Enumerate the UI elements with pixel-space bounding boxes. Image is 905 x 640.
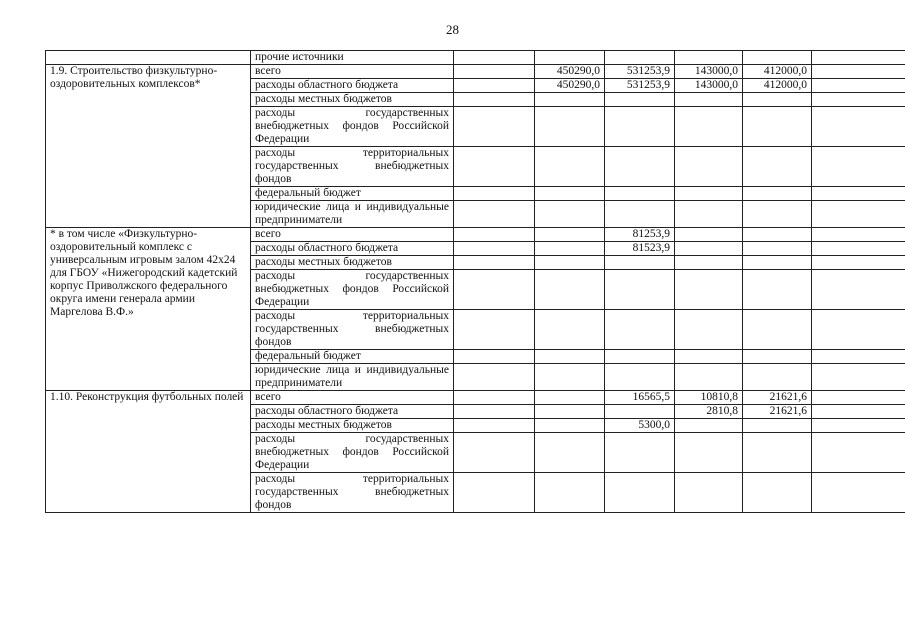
value-cell bbox=[675, 419, 743, 433]
empty-cell bbox=[454, 310, 535, 350]
value-cell bbox=[535, 433, 605, 473]
value-cell: 21621,6 bbox=[743, 391, 812, 405]
value-cell bbox=[743, 228, 812, 242]
value-cell bbox=[535, 256, 605, 270]
value-cell: 412000,0 bbox=[743, 79, 812, 93]
empty-cell bbox=[454, 433, 535, 473]
empty-cell bbox=[454, 473, 535, 513]
value-cell bbox=[743, 107, 812, 147]
value-cell bbox=[743, 270, 812, 310]
empty-cell bbox=[812, 419, 905, 433]
measure-label-1-9: 1.9. Строительство физкультурно-оздоровительных комплексов* bbox=[46, 65, 251, 228]
empty-cell bbox=[454, 65, 535, 79]
table-row bbox=[46, 65, 905, 79]
value-cell bbox=[675, 364, 743, 391]
measure-label-1-10: 1.10. Реконструкция футбольных полей bbox=[46, 391, 251, 513]
empty-cell bbox=[812, 65, 905, 79]
page-number: 28 bbox=[446, 22, 459, 37]
value-cell bbox=[743, 473, 812, 513]
empty-cell bbox=[454, 405, 535, 419]
value-cell bbox=[743, 256, 812, 270]
value-cell bbox=[535, 107, 605, 147]
empty-cell bbox=[454, 364, 535, 391]
empty-cell bbox=[454, 391, 535, 405]
value-cell bbox=[535, 364, 605, 391]
empty-cell bbox=[812, 147, 905, 187]
value-cell bbox=[675, 473, 743, 513]
value-cell bbox=[675, 51, 743, 65]
value-cell bbox=[743, 364, 812, 391]
funding-source-cell: федеральный бюджет bbox=[251, 187, 454, 201]
empty-cell bbox=[454, 51, 535, 65]
value-cell bbox=[743, 350, 812, 364]
empty-cell bbox=[454, 201, 535, 228]
funding-source-cell: расходы территориальных государственных внебюджетных фондов bbox=[251, 310, 454, 350]
funding-source-cell: всего bbox=[251, 391, 454, 405]
value-cell: 531253,9 bbox=[605, 65, 675, 79]
funding-source-cell: юридические лица и индивидуальные предприниматели bbox=[251, 201, 454, 228]
funding-source-cell: федеральный бюджет bbox=[251, 350, 454, 364]
value-cell bbox=[535, 228, 605, 242]
value-cell: 412000,0 bbox=[743, 65, 812, 79]
value-cell bbox=[675, 310, 743, 350]
funding-source-cell: расходы государственных внебюджетных фондов Российской Федерации bbox=[251, 270, 454, 310]
empty-cell bbox=[812, 270, 905, 310]
empty-cell bbox=[454, 93, 535, 107]
empty-cell bbox=[812, 364, 905, 391]
value-cell bbox=[675, 256, 743, 270]
funding-source-cell: расходы местных бюджетов bbox=[251, 93, 454, 107]
value-cell bbox=[535, 310, 605, 350]
funding-source-cell: расходы местных бюджетов bbox=[251, 256, 454, 270]
value-cell bbox=[535, 270, 605, 310]
budget-table bbox=[45, 50, 905, 513]
value-cell bbox=[605, 310, 675, 350]
value-cell bbox=[675, 187, 743, 201]
value-cell bbox=[535, 147, 605, 187]
value-cell: 10810,8 bbox=[675, 391, 743, 405]
value-cell bbox=[535, 473, 605, 513]
value-cell bbox=[675, 350, 743, 364]
value-cell bbox=[535, 391, 605, 405]
empty-cell bbox=[812, 473, 905, 513]
table-row bbox=[46, 391, 905, 405]
value-cell bbox=[743, 310, 812, 350]
value-cell bbox=[605, 350, 675, 364]
funding-source-cell: расходы государственных внебюджетных фондов Российской Федерации bbox=[251, 107, 454, 147]
empty-cell bbox=[812, 391, 905, 405]
funding-source-cell: расходы территориальных государственных внебюджетных фондов bbox=[251, 473, 454, 513]
empty-cell bbox=[454, 107, 535, 147]
empty-cell bbox=[454, 270, 535, 310]
value-cell bbox=[535, 405, 605, 419]
empty-cell bbox=[812, 107, 905, 147]
funding-source-cell: юридические лица и индивидуальные предприниматели bbox=[251, 364, 454, 391]
value-cell: 81253,9 bbox=[605, 228, 675, 242]
empty-cell bbox=[812, 51, 905, 65]
table-row bbox=[46, 228, 905, 242]
value-cell bbox=[675, 107, 743, 147]
value-cell bbox=[535, 350, 605, 364]
empty-cell bbox=[812, 242, 905, 256]
empty-cell bbox=[454, 350, 535, 364]
value-cell bbox=[743, 419, 812, 433]
empty-cell bbox=[454, 187, 535, 201]
empty-cell bbox=[812, 256, 905, 270]
empty-cell bbox=[454, 228, 535, 242]
funding-source-cell: расходы государственных внебюджетных фондов Российской Федерации bbox=[251, 433, 454, 473]
value-cell bbox=[605, 405, 675, 419]
value-cell bbox=[743, 147, 812, 187]
value-cell bbox=[535, 93, 605, 107]
value-cell bbox=[743, 187, 812, 201]
value-cell bbox=[605, 187, 675, 201]
funding-source-cell: всего bbox=[251, 65, 454, 79]
empty-cell bbox=[812, 79, 905, 93]
value-cell: 81523,9 bbox=[605, 242, 675, 256]
value-cell bbox=[605, 270, 675, 310]
empty-cell bbox=[454, 147, 535, 187]
empty-cell bbox=[454, 419, 535, 433]
value-cell bbox=[675, 228, 743, 242]
funding-source-cell: расходы областного бюджета bbox=[251, 242, 454, 256]
value-cell bbox=[675, 270, 743, 310]
value-cell bbox=[605, 107, 675, 147]
value-cell bbox=[535, 187, 605, 201]
funding-source-cell: расходы территориальных государственных внебюджетных фондов bbox=[251, 147, 454, 187]
empty-cell bbox=[454, 242, 535, 256]
value-cell bbox=[743, 93, 812, 107]
value-cell bbox=[605, 51, 675, 65]
value-cell bbox=[535, 201, 605, 228]
value-cell bbox=[675, 201, 743, 228]
value-cell bbox=[605, 433, 675, 473]
table-row bbox=[46, 51, 905, 65]
value-cell bbox=[743, 201, 812, 228]
empty-cell bbox=[812, 93, 905, 107]
empty-cell bbox=[812, 350, 905, 364]
value-cell bbox=[605, 256, 675, 270]
measure-label-footnote: * в том числе «Физкультурно-оздоровительный комплекс с универсальным игровым залом 42х24 для ГБОУ «Нижегородский кадетский корпус Приволжского федерального округа имени генерала армии Маргелова В.Ф.» bbox=[46, 228, 251, 391]
value-cell bbox=[743, 433, 812, 473]
value-cell bbox=[675, 93, 743, 107]
value-cell bbox=[675, 147, 743, 187]
empty-cell bbox=[812, 433, 905, 473]
funding-source-cell: всего bbox=[251, 228, 454, 242]
value-cell: 16565,5 bbox=[605, 391, 675, 405]
value-cell: 450290,0 bbox=[535, 65, 605, 79]
empty-cell bbox=[812, 187, 905, 201]
value-cell bbox=[535, 51, 605, 65]
value-cell: 531253,9 bbox=[605, 79, 675, 93]
empty-cell bbox=[454, 79, 535, 93]
funding-source-cell: расходы областного бюджета bbox=[251, 405, 454, 419]
value-cell bbox=[535, 242, 605, 256]
value-cell bbox=[605, 93, 675, 107]
value-cell: 21621,6 bbox=[743, 405, 812, 419]
value-cell: 143000,0 bbox=[675, 65, 743, 79]
empty-cell bbox=[812, 201, 905, 228]
value-cell: 143000,0 bbox=[675, 79, 743, 93]
value-cell bbox=[605, 201, 675, 228]
value-cell bbox=[605, 364, 675, 391]
value-cell bbox=[743, 242, 812, 256]
value-cell: 5300,0 bbox=[605, 419, 675, 433]
value-cell bbox=[605, 147, 675, 187]
value-cell bbox=[675, 242, 743, 256]
funding-source-cell: прочие источники bbox=[251, 51, 454, 65]
empty-cell bbox=[812, 228, 905, 242]
funding-source-cell: расходы областного бюджета bbox=[251, 79, 454, 93]
value-cell: 2810,8 bbox=[675, 405, 743, 419]
value-cell bbox=[675, 433, 743, 473]
empty-cell bbox=[812, 405, 905, 419]
value-cell bbox=[605, 473, 675, 513]
value-cell bbox=[743, 51, 812, 65]
value-cell bbox=[535, 419, 605, 433]
empty-cell bbox=[812, 310, 905, 350]
funding-source-cell: расходы местных бюджетов bbox=[251, 419, 454, 433]
measure-label-cell bbox=[46, 51, 251, 65]
value-cell: 450290,0 bbox=[535, 79, 605, 93]
empty-cell bbox=[454, 256, 535, 270]
